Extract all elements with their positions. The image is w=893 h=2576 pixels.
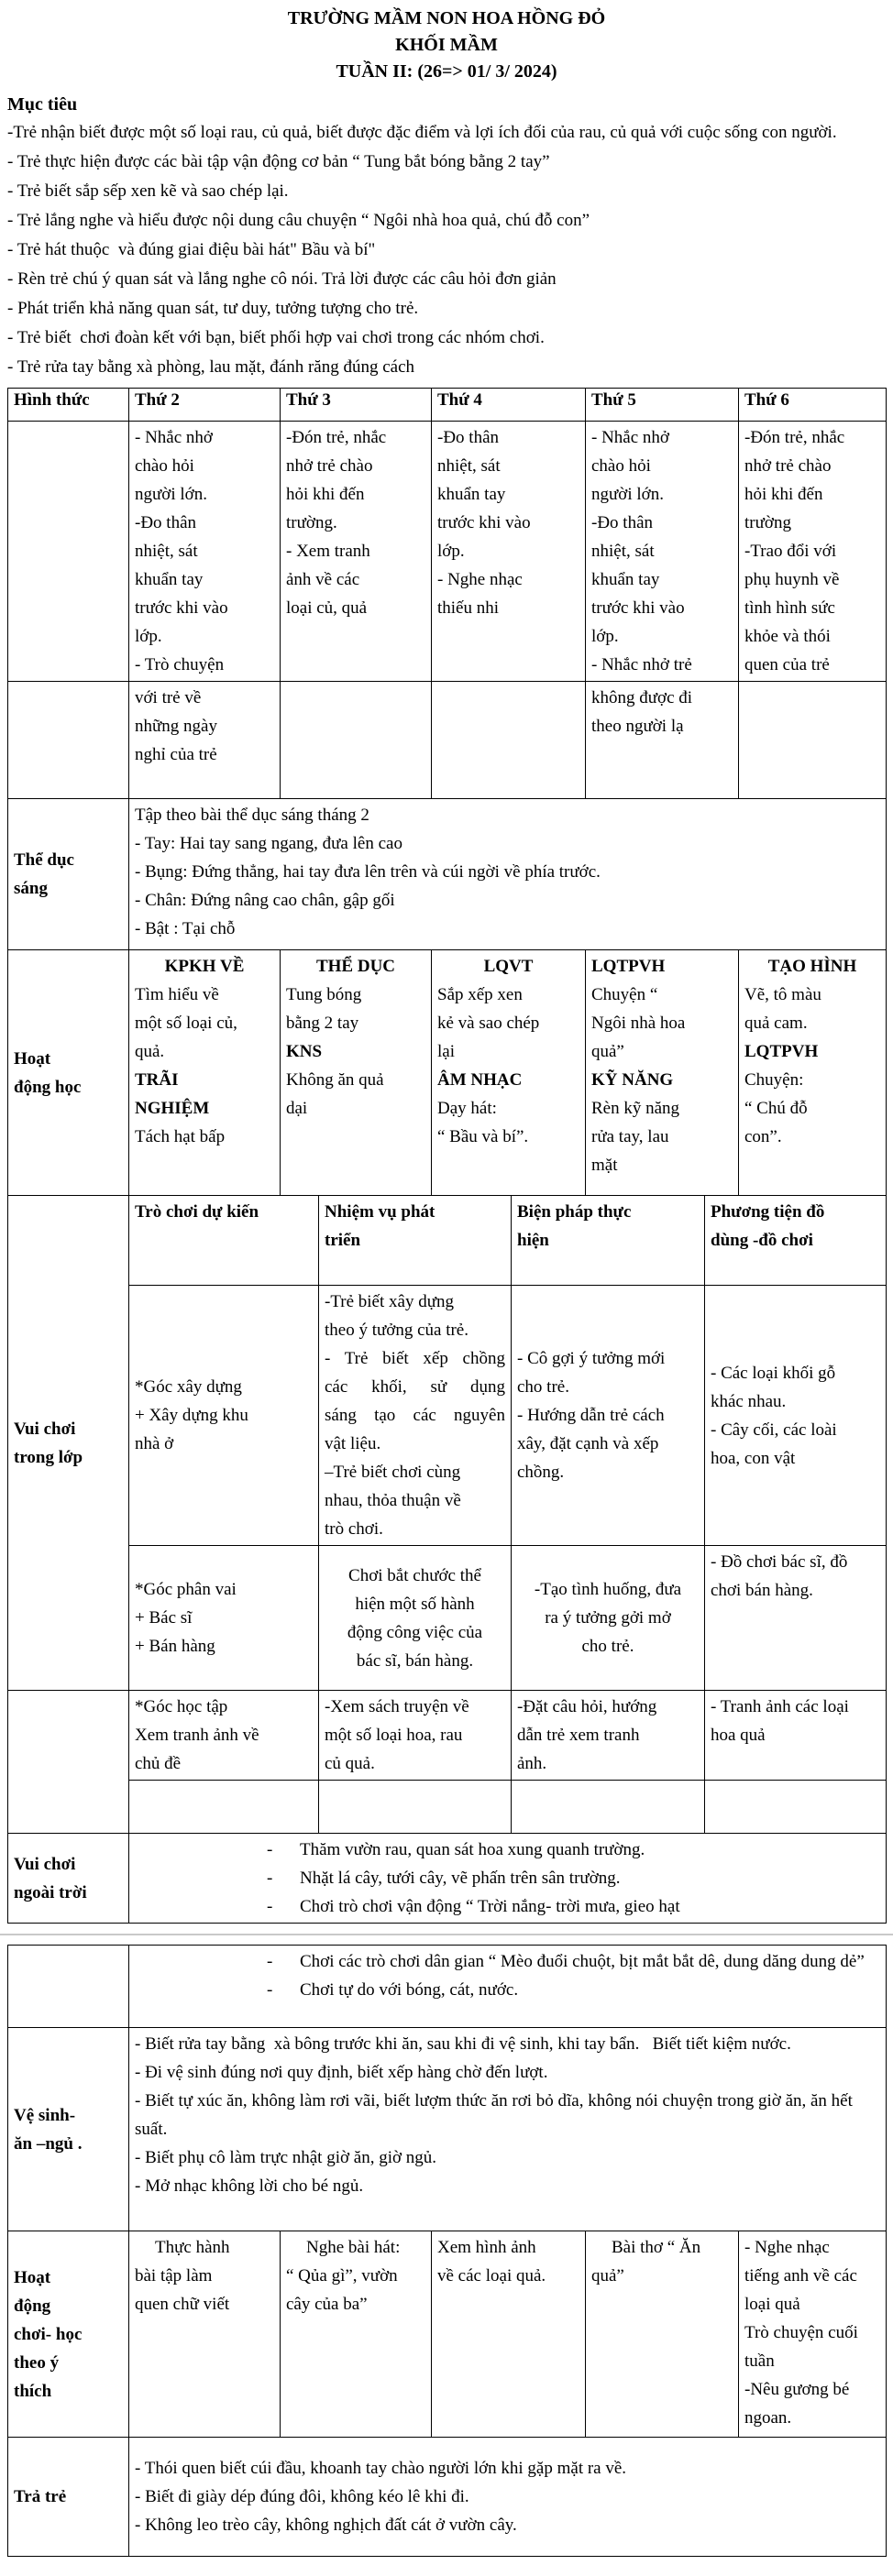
text-line: - Nghe nhạc [744, 2238, 830, 2257]
cell-building-materials [705, 1286, 887, 1546]
arrival-row [8, 422, 887, 682]
dash-list-item [267, 1976, 880, 2004]
text-line: KPKH VỀ [164, 957, 245, 976]
school-name: TRƯỜNG MẦM NON HOA HỒNG ĐỎ [287, 8, 606, 28]
cell-return-children [129, 2438, 887, 2557]
text-line: sáng tạo các nguyên [325, 1406, 505, 1425]
spacer-cell-1 [129, 1781, 319, 1834]
text-line: nhiệt, sát [591, 542, 655, 561]
text-line: Ngôi nhà hoa [591, 1014, 686, 1033]
building-corner-row [8, 1286, 887, 1546]
text-line: - Trẻ hát thuộc và đúng giai điệu bài hát" Bầu và bí" [7, 240, 376, 259]
text-line: tiếng anh về các [744, 2266, 857, 2286]
text-line: phụ huynh về [744, 570, 840, 589]
text-line: -Đo thân [591, 513, 654, 532]
hygiene-label [8, 2028, 129, 2231]
text-line: động [14, 2296, 51, 2316]
cell-free-thu2 [129, 2231, 281, 2438]
text-line: chủ đề [135, 1754, 182, 1773]
text-line: LQTPVH [744, 1042, 819, 1061]
text-line: một số loại củ, [135, 1014, 237, 1033]
text-line: - Trẻ rửa tay bằng xà phòng, lau mặt, đánh răng đúng cách [7, 357, 415, 377]
text-line: bài tập làm [135, 2266, 213, 2286]
text-line: quả” [591, 2266, 624, 2286]
cell-free-thu5 [586, 2231, 739, 2438]
text-line: với trẻ về [135, 688, 202, 707]
text-line: - Trò chuyện [135, 655, 225, 674]
col-header-thu2: Thứ 2 [129, 389, 281, 422]
text-line: LQTPVH [591, 957, 666, 976]
text-line: THỂ DỤC [315, 957, 396, 976]
text-line: - Tay: Hai tay sang ngang, đưa lên cao [135, 834, 402, 853]
text-line: Chuyện “ [591, 985, 658, 1004]
text-line: Tập theo bài thể dục sáng tháng 2 [135, 806, 369, 825]
cell-building-games [129, 1286, 319, 1546]
text-line: Hoạt [14, 1048, 51, 1069]
text-line: –Trẻ biết chơi cùng [325, 1463, 461, 1482]
text-line: Tìm hiểu về [135, 985, 219, 1004]
text-line: động công việc của [347, 1622, 483, 1642]
text-line: quen của trẻ [744, 655, 830, 674]
text-line: Chơi tự do với bóng, cát, nước. [300, 1980, 519, 2000]
cell-roleplay-tasks [319, 1546, 512, 1691]
text-line: Không ăn quả [286, 1070, 384, 1090]
text-line: không được đi [591, 688, 693, 707]
text-line: -Nêu gương bé [744, 2380, 850, 2399]
text-line: lớp. [591, 627, 619, 646]
text-line: Biện pháp thực [517, 1202, 632, 1222]
text-line: Rèn kỹ năng [591, 1099, 680, 1118]
text-line: khác nhau. [711, 1391, 787, 1411]
study-label-empty [8, 1691, 129, 1834]
text-line: rửa tay, lau [591, 1127, 669, 1146]
text-line: - Đồ chơi bác sĩ, đồ [711, 1552, 848, 1572]
text-line: - Chân: Đứng nâng cao chân, gập gối [135, 891, 395, 910]
text-line: Tung bóng [286, 985, 362, 1004]
text-line: khuẩn tay [437, 485, 506, 504]
text-line: Thăm vườn rau, quan sát hoa xung quanh trường. [300, 1840, 645, 1859]
cell-folk-games [129, 1946, 887, 2028]
dash-marker: - [267, 1980, 273, 2000]
text-line: Xem tranh ảnh về [135, 1726, 259, 1745]
text-line: Vui chơi [14, 1419, 76, 1439]
text-line: tuần [744, 2351, 775, 2371]
text-line: “ Bầu và bí”. [437, 1127, 529, 1146]
text-line: Xem hình ảnh [437, 2238, 536, 2257]
text-line: Chơi các trò chơi dân gian “ Mèo đuổi chuột, bịt mắt bắt dê, dung dăng dung dẻ” [300, 1952, 865, 1971]
text-line: *Góc phân vai [135, 1580, 237, 1599]
text-line: Nhặt lá cây, tưới cây, vẽ phấn trên sân trường. [300, 1869, 621, 1888]
text-line: ra ý tưởng gởi mở [545, 1608, 671, 1628]
grade-group: KHỐI MẦM [395, 35, 498, 55]
text-line: ăn –ngủ . [14, 2133, 83, 2154]
text-line: Sắp xếp xen [437, 985, 523, 1004]
col-header-hinh-thuc: Hình thức [8, 389, 129, 422]
text-line: - Cây cối, các loài [711, 1420, 837, 1440]
text-line: - Trẻ lắng nghe và hiểu được nội dung câu chuyện “ Ngôi nhà hoa quả, chú đỗ con” [7, 211, 590, 230]
subcol-header-methods [512, 1196, 705, 1286]
text-line: Chuyện: [744, 1070, 804, 1090]
text-line: LQVT [483, 957, 534, 976]
text-line: chồng. [517, 1463, 565, 1482]
subcol-header-games [129, 1196, 319, 1286]
cell-roleplay-methods [512, 1546, 705, 1691]
study-corner-row [8, 1691, 887, 1781]
text-line: nhau, thỏa thuận về [325, 1491, 461, 1510]
text-line: các khối, sử dụng [325, 1377, 505, 1397]
text-line: - Xem tranh [286, 542, 370, 561]
text-line: Hoạt [14, 2267, 51, 2287]
text-line: - Cô gợi ý tưởng mới [517, 1349, 666, 1368]
text-line: ngoài trời [14, 1882, 87, 1902]
outdoor-play-row [8, 1834, 887, 1924]
text-line: - Bật : Tại chỗ [135, 919, 236, 938]
subcol-header-tasks [319, 1196, 512, 1286]
text-line: - Các loại khối gỗ [711, 1363, 836, 1383]
cell-arrival2-thu3 [281, 682, 432, 799]
text-line: trước khi vào [135, 598, 228, 618]
text-line: -Đón trẻ, nhắc [286, 428, 387, 447]
arrival2-label-empty [8, 682, 129, 799]
text-line: - Trẻ biết sắp sếp xen kẽ và sao chép lại. [7, 181, 289, 201]
subcol-header-materials [705, 1196, 887, 1286]
cell-hygiene [129, 2028, 887, 2231]
text-line: hỏi khi đến [744, 485, 823, 504]
text-line: - Nhắc nhở trẻ [591, 655, 692, 674]
dash-list-item [267, 1864, 880, 1892]
return-children-row [8, 2438, 887, 2557]
cell-arrival-thu2 [129, 422, 281, 682]
text-line: - Biết phụ cô làm trực nhật giờ ăn, giờ ngủ. [135, 2148, 437, 2167]
cell-building-tasks [319, 1286, 512, 1546]
col-header-thu5: Thứ 5 [586, 389, 739, 422]
text-line: nhở trẻ chào [744, 456, 832, 476]
hygiene-row [8, 2028, 887, 2231]
text-line: vật liệu. [325, 1434, 381, 1453]
text-line: dùng -đồ chơi [711, 1231, 813, 1250]
indoor-play-header-row [8, 1196, 887, 1286]
indoor-play-table [7, 1195, 887, 1924]
text-line: cho trẻ. [581, 1637, 634, 1656]
text-line: nhiệt, sát [135, 542, 198, 561]
text-line: theo người lạ [591, 717, 684, 736]
cell-free-thu4 [432, 2231, 586, 2438]
text-line: ảnh về các [286, 570, 360, 589]
text-line: dẫn trẻ xem tranh [517, 1726, 640, 1745]
indoor-play-label [8, 1196, 129, 1691]
text-line: Chơi trò chơi vận động “ Trời nắng- trời mưa, gieo hạt [300, 1897, 680, 1916]
text-line: trước khi vào [591, 598, 685, 618]
spacer-row [8, 1781, 887, 1834]
text-line: Thực hành [155, 2238, 230, 2257]
cell-learning-thu5 [586, 950, 739, 1196]
text-line: - Rèn trẻ chú ý quan sát và lắng nghe cô nói. Trả lời được các câu hỏi đơn giản [7, 269, 557, 289]
text-line: - Trẻ biết xếp chồng [325, 1349, 505, 1368]
text-line: - Nhắc nhở [135, 428, 213, 447]
text-line: khuẩn tay [591, 570, 660, 589]
cell-study-tasks [319, 1691, 512, 1781]
dash-marker: - [267, 1840, 273, 1859]
text-line: quả cam. [744, 1014, 808, 1033]
text-line: về các loại quả. [437, 2266, 546, 2286]
cell-building-methods [512, 1286, 705, 1546]
spacer-cell-3 [512, 1781, 705, 1834]
text-line: + Bán hàng [135, 1637, 215, 1656]
text-line: hỏi khi đến [286, 485, 365, 504]
text-line: -Đo thân [135, 513, 197, 532]
text-line: bằng 2 tay [286, 1014, 359, 1033]
text-line: dại [286, 1099, 308, 1118]
text-line: cho trẻ. [517, 1377, 569, 1397]
page-break-line [0, 1934, 893, 1935]
text-line: - Không leo trèo cây, không nghịch đất cát ở vườn cây. [135, 2516, 517, 2535]
outdoor-play-label [8, 1834, 129, 1924]
cell-arrival-thu3 [281, 422, 432, 682]
cell-arrival2-thu2 [129, 682, 281, 799]
text-line: quen chữ viết [135, 2295, 230, 2314]
text-line: theo ý [14, 2352, 60, 2373]
text-line: + Bác sĩ [135, 1608, 193, 1628]
text-line: triển [325, 1231, 361, 1250]
text-line: -Tạo tình huống, đưa [534, 1580, 682, 1599]
spacer-cell-2 [319, 1781, 512, 1834]
text-line: hoa quả [711, 1726, 766, 1745]
folk-games-label-empty [8, 1946, 129, 2028]
cell-learning-thu3 [281, 950, 432, 1196]
text-line: hiện [517, 1231, 549, 1250]
text-line: nhiệt, sát [437, 456, 501, 476]
text-line: - Tranh ảnh các loại [711, 1697, 849, 1716]
text-line: -Đón trẻ, nhắc [744, 428, 845, 447]
text-line: Phương tiện đồ [711, 1202, 825, 1222]
text-line: quả. [135, 1042, 165, 1061]
text-line: ÂM NHẠC [437, 1070, 523, 1090]
cell-study-methods [512, 1691, 705, 1781]
objectives-section [7, 91, 886, 382]
text-line: con”. [744, 1127, 782, 1146]
text-line: kẻ và sao chép [437, 1014, 540, 1033]
schedule-table-part2 [7, 1945, 887, 2557]
text-line: hoa, con vật [711, 1448, 796, 1468]
text-line: bác sĩ, bán hàng. [356, 1650, 474, 1671]
text-line: sáng [14, 879, 48, 898]
text-line: nghỉ của trẻ [135, 745, 217, 764]
text-line: - Bụng: Đứng thẳng, hai tay đưa lên trên và cúi ngời về phía trước. [135, 862, 601, 882]
text-line: - Phát triển khả năng quan sát, tư duy, tưởng tượng cho trẻ. [7, 299, 419, 318]
text-line: khuẩn tay [135, 570, 204, 589]
text-line: Chơi bắt chước thể [348, 1565, 481, 1585]
spacer-cell-4 [705, 1781, 887, 1834]
text-line: -Đặt câu hỏi, hướng [517, 1697, 657, 1716]
text-line: Trò chơi dự kiến [135, 1202, 259, 1222]
cell-morning-exercise [129, 799, 887, 950]
dash-list-item [267, 1836, 880, 1864]
col-header-thu3: Thứ 3 [281, 389, 432, 422]
text-line: quả” [591, 1042, 624, 1061]
cell-study-materials [705, 1691, 887, 1781]
text-line: -Xem sách truyện về [325, 1697, 469, 1716]
cell-arrival2-thu6 [739, 682, 887, 799]
return-children-label [8, 2438, 129, 2557]
arrival-overflow-row [8, 682, 887, 799]
text-line: Dạy hát: [437, 1099, 497, 1118]
text-line: “ Chú đỗ [744, 1099, 808, 1118]
text-line: Vẽ, tô màu [744, 985, 821, 1004]
text-line: Trả trẻ [14, 2487, 67, 2506]
text-line: - Mở nhạc không lời cho bé ngủ. [135, 2176, 364, 2196]
text-line: *Góc học tập [135, 1697, 228, 1716]
text-line: động học [14, 1077, 82, 1097]
cell-arrival-thu6 [739, 422, 887, 682]
morning-exercise-row [8, 799, 887, 950]
text-line: - Trẻ thực hiện được các bài tập vận động cơ bản “ Tung bắt bóng bằng 2 tay” [7, 152, 550, 171]
text-line: *Góc xây dựng [135, 1377, 242, 1397]
folk-games-row [8, 1946, 887, 2028]
text-line: nhở trẻ chào [286, 456, 373, 476]
text-line: trước khi vào [437, 513, 531, 532]
cell-learning-thu4 [432, 950, 586, 1196]
text-line: KỸ NĂNG [591, 1070, 674, 1090]
text-line: -Đo thân [437, 428, 500, 447]
col-header-thu4: Thứ 4 [432, 389, 586, 422]
text-line: khỏe và thói [744, 627, 831, 646]
cell-arrival2-thu5 [586, 682, 739, 799]
text-line: chào hỏi [591, 456, 651, 476]
text-line: thích [14, 2381, 52, 2401]
text-line: Thể dục [14, 850, 74, 870]
learning-activities-row [8, 950, 887, 1196]
text-line: Bài thơ “ Ăn [612, 2238, 701, 2257]
week-title: TUẦN II: (26=> 01/ 3/ 2024) [336, 61, 557, 82]
arrival-label-empty [8, 422, 129, 682]
table-header-row [8, 389, 887, 422]
text-line: hiện một số hành [355, 1594, 475, 1614]
text-line: người lớn. [135, 485, 207, 504]
text-line: ngoan. [744, 2408, 792, 2428]
cell-roleplay-materials [705, 1546, 887, 1691]
text-line: nhà ở [135, 1434, 174, 1453]
document-header [7, 5, 886, 85]
cell-study-games [129, 1691, 319, 1781]
text-line: theo ý tưởng của trẻ. [325, 1321, 469, 1340]
text-line: TẠO HÌNH [767, 957, 857, 976]
dash-marker: - [267, 1897, 273, 1916]
text-line: Vui chơi [14, 1854, 76, 1874]
text-line: Vệ sinh- [14, 2105, 76, 2125]
dash-list-item [267, 1892, 880, 1921]
text-line: - Biết đi giày dép đúng đôi, không kéo lê khi đi. [135, 2487, 469, 2506]
text-line: trường [744, 513, 791, 532]
text-line: - Nhắc nhở [591, 428, 669, 447]
cell-learning-thu6 [739, 950, 887, 1196]
text-line: loại quả [744, 2295, 800, 2314]
text-line: cây của ba” [286, 2295, 368, 2314]
text-line: + Xây dựng khu [135, 1406, 248, 1425]
dash-list-item [267, 1947, 880, 1976]
text-line: người lớn. [591, 485, 664, 504]
text-line: - Đi vệ sinh đúng nơi quy định, biết xếp hàng chờ đến lượt. [135, 2063, 548, 2082]
text-line: ảnh. [517, 1754, 547, 1773]
text-line: - Biết tự xúc ăn, không làm rơi vãi, biết lượm thức ăn rơi bỏ dĩa, không nói chuyện trong giờ ăn, ăn hết suất. [135, 2091, 857, 2139]
cell-outdoor-play [129, 1834, 887, 1924]
free-activities-label [8, 2231, 129, 2438]
text-line: - Trẻ biết chơi đoàn kết với bạn, biết phối hợp vai chơi trong các nhóm chơi. [7, 328, 545, 347]
text-line: chào hỏi [135, 456, 194, 476]
text-line: lại [437, 1042, 455, 1061]
text-line: chơi bán hàng. [711, 1581, 813, 1600]
text-line: tình hình sức [744, 598, 835, 618]
text-line: Tách hạt bấp [135, 1127, 226, 1146]
text-line: củ quả. [325, 1754, 375, 1773]
cell-free-thu3 [281, 2231, 432, 2438]
text-line: lớp. [437, 542, 465, 561]
text-line: KNS [286, 1042, 323, 1061]
dash-marker: - [267, 1869, 273, 1888]
learning-label [8, 950, 129, 1196]
text-line: những ngày [135, 717, 217, 736]
objectives-list [7, 118, 886, 382]
text-line: - Biết rửa tay bằng xà bông trước khi ăn, sau khi đi vệ sinh, khi tay bẩn. Biết tiết kiệm nước. [135, 2034, 791, 2054]
free-activities-row [8, 2231, 887, 2438]
text-line: Trò chuyện cuối [744, 2323, 858, 2342]
text-line: -Trao đổi với [744, 542, 837, 561]
text-line: - Hướng dẫn trẻ cách [517, 1406, 665, 1425]
text-line: lớp. [135, 627, 162, 646]
morning-exercise-label [8, 799, 129, 950]
text-line: xây, đặt cạnh và xếp [517, 1434, 659, 1453]
col-header-thu6: Thứ 6 [739, 389, 887, 422]
cell-free-thu6 [739, 2231, 887, 2438]
text-line: -Trẻ biết xây dựng [325, 1292, 454, 1311]
cell-learning-thu2 [129, 950, 281, 1196]
text-line: NGHIỆM [135, 1099, 210, 1118]
text-line: Nghe bài hát: [306, 2238, 401, 2257]
roleplay-corner-row [8, 1546, 887, 1691]
text-line: trường. [286, 513, 337, 532]
cell-arrival2-thu4 [432, 682, 586, 799]
text-line: Nhiệm vụ phát [325, 1202, 435, 1222]
cell-arrival-thu5 [586, 422, 739, 682]
text-line: - Nghe nhạc [437, 570, 523, 589]
text-line: loại củ, quả [286, 598, 368, 618]
objectives-title: Mục tiêu [7, 94, 78, 115]
cell-roleplay-games [129, 1546, 319, 1691]
text-line: mặt [591, 1156, 618, 1175]
text-line: trò chơi. [325, 1519, 383, 1539]
text-line: TRÃI [135, 1070, 179, 1090]
text-line: chơi- học [14, 2324, 83, 2344]
cell-arrival-thu4 [432, 422, 586, 682]
weekly-schedule-table [7, 388, 887, 1196]
dash-marker: - [267, 1952, 273, 1971]
text-line: “ Qủa gì”, vườn [286, 2266, 398, 2286]
text-line: - Thói quen biết cúi đầu, khoanh tay chào người lớn khi gặp mặt ra về. [135, 2459, 627, 2478]
text-line: trong lớp [14, 1447, 83, 1467]
text-line: một số loại hoa, rau [325, 1726, 463, 1745]
text-line: -Trẻ nhận biết được một số loại rau, củ quả, biết được đặc điểm và lợi ích đối của rau, củ quả với cuộc sống con người. [7, 123, 837, 142]
text-line: thiếu nhi [437, 598, 500, 618]
